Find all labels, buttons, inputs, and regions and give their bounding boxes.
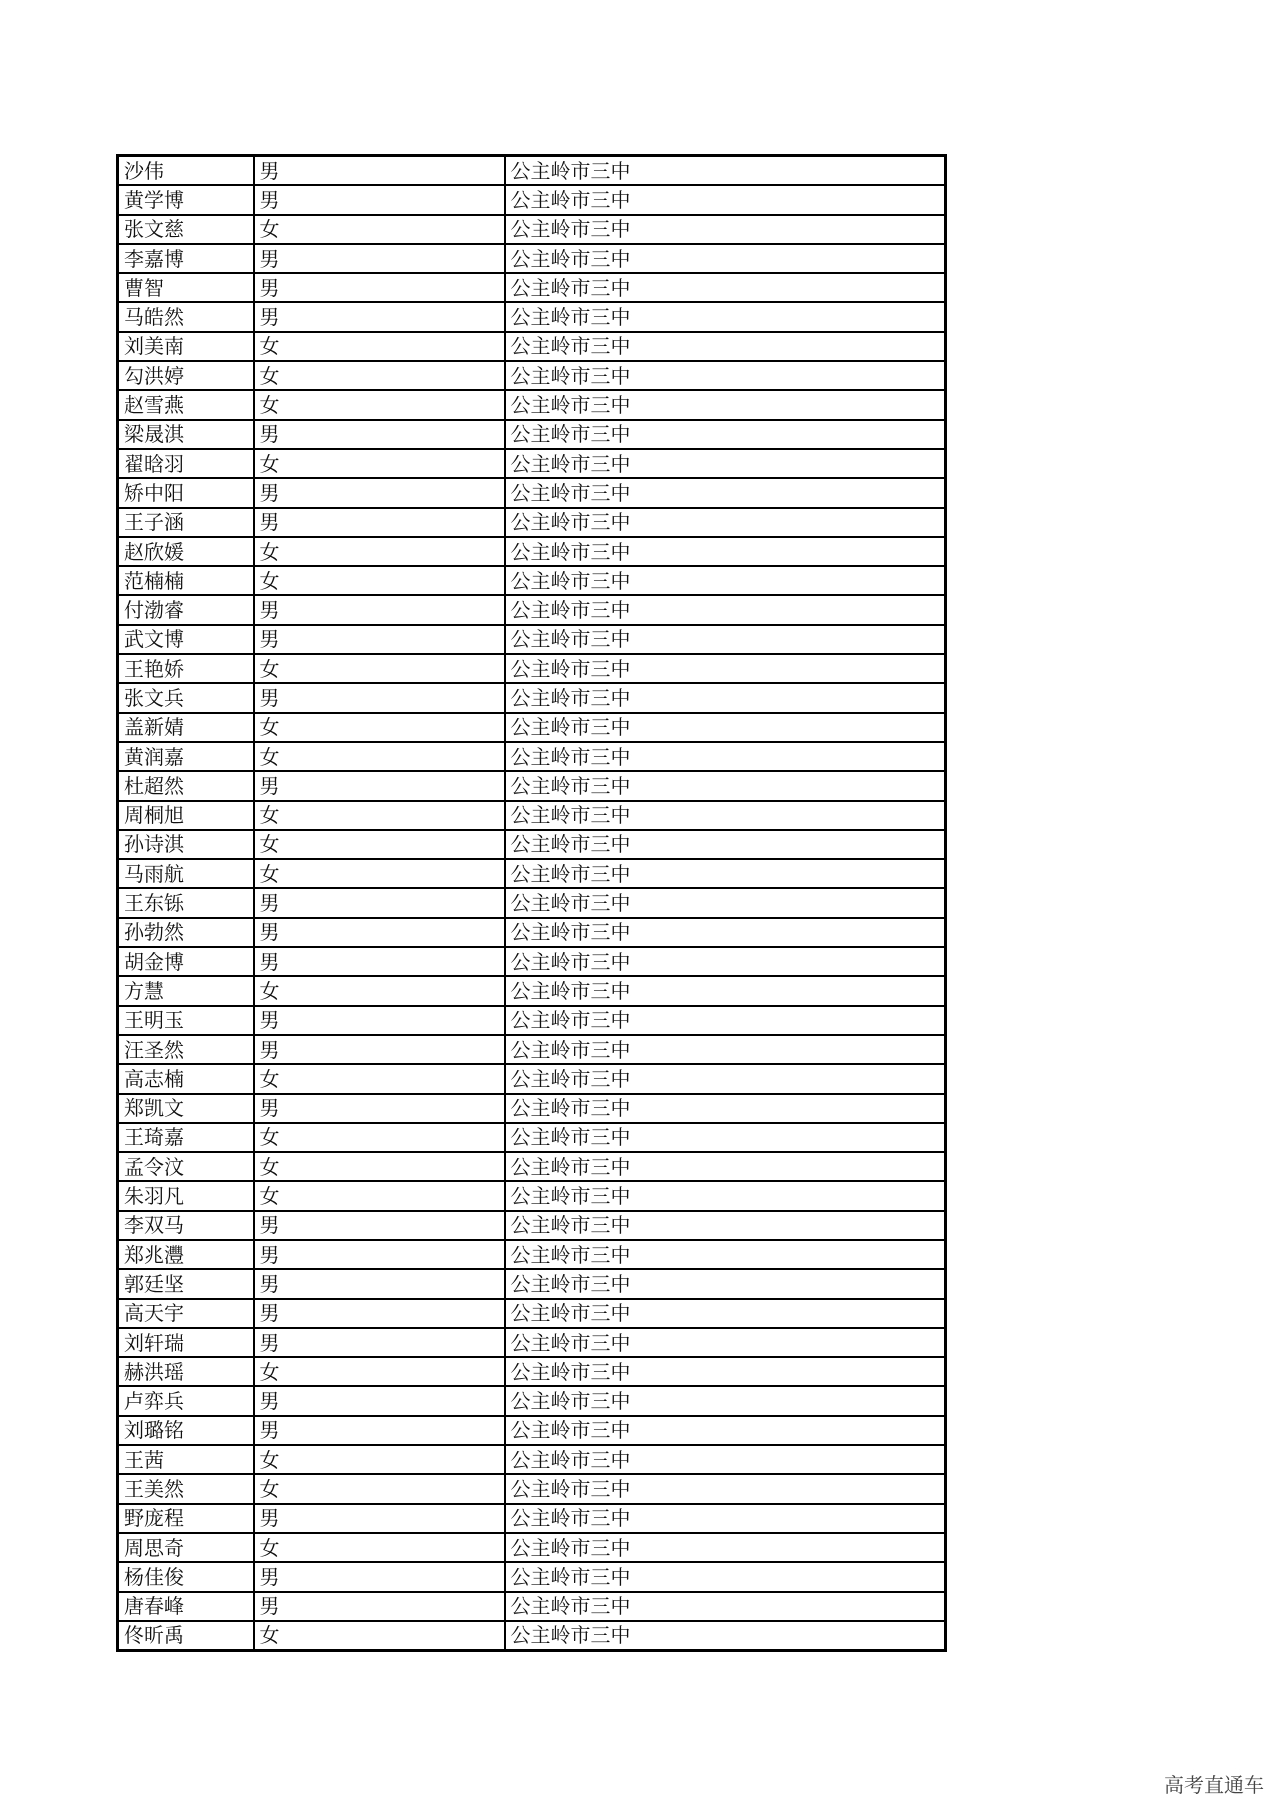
name-cell: 高志楠 — [118, 1064, 254, 1093]
table-row — [118, 1621, 946, 1651]
name-cell: 王东铄 — [118, 888, 254, 917]
school-cell: 公主岭市三中 — [505, 1006, 946, 1035]
table-row — [118, 1386, 946, 1415]
gender-cell: 男 — [254, 508, 505, 537]
school-cell: 公主岭市三中 — [505, 1299, 946, 1328]
school-cell: 公主岭市三中 — [505, 1562, 946, 1591]
name-cell: 曹智 — [118, 273, 254, 302]
name-cell: 刘美南 — [118, 332, 254, 361]
name-cell: 孟令汶 — [118, 1152, 254, 1181]
school-cell: 公主岭市三中 — [505, 1181, 946, 1210]
school-cell: 公主岭市三中 — [505, 976, 946, 1005]
name-cell: 朱羽凡 — [118, 1181, 254, 1210]
table-row — [118, 1299, 946, 1328]
name-cell: 张文兵 — [118, 683, 254, 712]
gender-cell: 男 — [254, 1386, 505, 1415]
school-cell: 公主岭市三中 — [505, 1240, 946, 1269]
school-cell: 公主岭市三中 — [505, 625, 946, 654]
school-cell: 公主岭市三中 — [505, 742, 946, 771]
school-cell: 公主岭市三中 — [505, 449, 946, 478]
name-cell: 赵雪燕 — [118, 390, 254, 419]
school-cell: 公主岭市三中 — [505, 566, 946, 595]
table-row — [118, 595, 946, 624]
school-cell: 公主岭市三中 — [505, 1357, 946, 1386]
school-cell: 公主岭市三中 — [505, 947, 946, 976]
name-cell: 杜超然 — [118, 771, 254, 800]
table-row — [118, 1181, 946, 1210]
table-row — [118, 302, 946, 331]
gender-cell: 男 — [254, 1211, 505, 1240]
school-cell: 公主岭市三中 — [505, 595, 946, 624]
table-row — [118, 390, 946, 419]
gender-cell: 女 — [254, 713, 505, 742]
gender-cell: 男 — [254, 1006, 505, 1035]
gender-cell: 男 — [254, 1240, 505, 1269]
school-cell: 公主岭市三中 — [505, 713, 946, 742]
gender-cell: 男 — [254, 1592, 505, 1621]
table-row — [118, 449, 946, 478]
table-row — [118, 1094, 946, 1123]
name-cell: 沙伟 — [118, 156, 254, 186]
table-row — [118, 215, 946, 244]
table-row — [118, 478, 946, 507]
school-cell: 公主岭市三中 — [505, 1416, 946, 1445]
name-cell: 勾洪婷 — [118, 361, 254, 390]
table-row — [118, 888, 946, 917]
table-row — [118, 1562, 946, 1591]
school-cell: 公主岭市三中 — [505, 771, 946, 800]
name-cell: 黄学博 — [118, 185, 254, 214]
name-cell: 杨佳俊 — [118, 1562, 254, 1591]
roster-body — [118, 156, 946, 1651]
gender-cell: 女 — [254, 801, 505, 830]
gender-cell: 男 — [254, 1416, 505, 1445]
gender-cell: 女 — [254, 1152, 505, 1181]
gender-cell: 男 — [254, 683, 505, 712]
school-cell: 公主岭市三中 — [505, 478, 946, 507]
gender-cell: 男 — [254, 156, 505, 186]
name-cell: 王茜 — [118, 1445, 254, 1474]
table-row — [118, 332, 946, 361]
gender-cell: 女 — [254, 1445, 505, 1474]
table-row — [118, 1269, 946, 1298]
gender-cell: 女 — [254, 1621, 505, 1651]
gender-cell: 男 — [254, 420, 505, 449]
gender-cell: 男 — [254, 947, 505, 976]
table-row — [118, 537, 946, 566]
name-cell: 马皓然 — [118, 302, 254, 331]
name-cell: 野庞程 — [118, 1504, 254, 1533]
gender-cell: 女 — [254, 361, 505, 390]
school-cell: 公主岭市三中 — [505, 215, 946, 244]
school-cell: 公主岭市三中 — [505, 1621, 946, 1651]
school-cell: 公主岭市三中 — [505, 1533, 946, 1562]
name-cell: 郑兆灃 — [118, 1240, 254, 1269]
name-cell: 武文博 — [118, 625, 254, 654]
table-row — [118, 742, 946, 771]
table-row — [118, 801, 946, 830]
school-cell: 公主岭市三中 — [505, 1592, 946, 1621]
table-row — [118, 420, 946, 449]
school-cell: 公主岭市三中 — [505, 683, 946, 712]
school-cell: 公主岭市三中 — [505, 801, 946, 830]
gender-cell: 女 — [254, 332, 505, 361]
table-row — [118, 976, 946, 1005]
name-cell: 周桐旭 — [118, 801, 254, 830]
school-cell: 公主岭市三中 — [505, 508, 946, 537]
gender-cell: 男 — [254, 1562, 505, 1591]
gender-cell: 女 — [254, 830, 505, 859]
gender-cell: 男 — [254, 1035, 505, 1064]
name-cell: 范楠楠 — [118, 566, 254, 595]
gender-cell: 男 — [254, 1504, 505, 1533]
school-cell: 公主岭市三中 — [505, 1504, 946, 1533]
gender-cell: 女 — [254, 390, 505, 419]
gender-cell: 男 — [254, 1269, 505, 1298]
table-row — [118, 1533, 946, 1562]
table-row — [118, 830, 946, 859]
name-cell: 郭廷坚 — [118, 1269, 254, 1298]
watermark: 高考直通车 — [1164, 1773, 1264, 1797]
table-row — [118, 1445, 946, 1474]
school-cell: 公主岭市三中 — [505, 1211, 946, 1240]
school-cell: 公主岭市三中 — [505, 1035, 946, 1064]
name-cell: 唐春峰 — [118, 1592, 254, 1621]
table-row — [118, 713, 946, 742]
school-cell: 公主岭市三中 — [505, 420, 946, 449]
gender-cell: 女 — [254, 1357, 505, 1386]
gender-cell: 男 — [254, 478, 505, 507]
name-cell: 张文慈 — [118, 215, 254, 244]
name-cell: 马雨航 — [118, 859, 254, 888]
school-cell: 公主岭市三中 — [505, 332, 946, 361]
name-cell: 汪圣然 — [118, 1035, 254, 1064]
school-cell: 公主岭市三中 — [505, 1474, 946, 1503]
gender-cell: 女 — [254, 976, 505, 1005]
school-cell: 公主岭市三中 — [505, 1269, 946, 1298]
name-cell: 赫洪瑶 — [118, 1357, 254, 1386]
table-row — [118, 1006, 946, 1035]
table-row — [118, 1240, 946, 1269]
name-cell: 刘璐铭 — [118, 1416, 254, 1445]
table-row — [118, 859, 946, 888]
name-cell: 卢弈兵 — [118, 1386, 254, 1415]
table-row — [118, 1416, 946, 1445]
school-cell: 公主岭市三中 — [505, 537, 946, 566]
name-cell: 梁晟淇 — [118, 420, 254, 449]
school-cell: 公主岭市三中 — [505, 888, 946, 917]
gender-cell: 女 — [254, 742, 505, 771]
school-cell: 公主岭市三中 — [505, 302, 946, 331]
gender-cell: 女 — [254, 1533, 505, 1562]
table-row — [118, 683, 946, 712]
name-cell: 周思奇 — [118, 1533, 254, 1562]
name-cell: 王美然 — [118, 1474, 254, 1503]
name-cell: 王明玉 — [118, 1006, 254, 1035]
table-row — [118, 1211, 946, 1240]
gender-cell: 男 — [254, 185, 505, 214]
gender-cell: 女 — [254, 449, 505, 478]
school-cell: 公主岭市三中 — [505, 1445, 946, 1474]
gender-cell: 男 — [254, 771, 505, 800]
table-row — [118, 1328, 946, 1357]
table-row — [118, 156, 946, 186]
gender-cell: 男 — [254, 1094, 505, 1123]
table-row — [118, 1035, 946, 1064]
student-roster-table — [116, 154, 947, 1652]
name-cell: 郑凯文 — [118, 1094, 254, 1123]
table-row — [118, 625, 946, 654]
gender-cell: 男 — [254, 244, 505, 273]
table-row — [118, 273, 946, 302]
name-cell: 王艳娇 — [118, 654, 254, 683]
gender-cell: 女 — [254, 1123, 505, 1152]
school-cell: 公主岭市三中 — [505, 361, 946, 390]
gender-cell: 男 — [254, 625, 505, 654]
gender-cell: 男 — [254, 888, 505, 917]
table-row — [118, 1357, 946, 1386]
school-cell: 公主岭市三中 — [505, 244, 946, 273]
name-cell: 矫中阳 — [118, 478, 254, 507]
school-cell: 公主岭市三中 — [505, 156, 946, 186]
school-cell: 公主岭市三中 — [505, 1123, 946, 1152]
school-cell: 公主岭市三中 — [505, 859, 946, 888]
gender-cell: 男 — [254, 1328, 505, 1357]
table-row — [118, 1123, 946, 1152]
gender-cell: 女 — [254, 859, 505, 888]
name-cell: 王琦嘉 — [118, 1123, 254, 1152]
name-cell: 盖新婧 — [118, 713, 254, 742]
gender-cell: 女 — [254, 1064, 505, 1093]
table-row — [118, 185, 946, 214]
gender-cell: 男 — [254, 918, 505, 947]
name-cell: 李嘉博 — [118, 244, 254, 273]
table-row — [118, 508, 946, 537]
table-row — [118, 771, 946, 800]
table-row — [118, 361, 946, 390]
name-cell: 黄润嘉 — [118, 742, 254, 771]
name-cell: 高天宇 — [118, 1299, 254, 1328]
school-cell: 公主岭市三中 — [505, 1064, 946, 1093]
gender-cell: 男 — [254, 273, 505, 302]
name-cell: 刘轩瑞 — [118, 1328, 254, 1357]
name-cell: 胡金博 — [118, 947, 254, 976]
gender-cell: 男 — [254, 1299, 505, 1328]
table-row — [118, 918, 946, 947]
gender-cell: 男 — [254, 595, 505, 624]
school-cell: 公主岭市三中 — [505, 273, 946, 302]
name-cell: 王子涵 — [118, 508, 254, 537]
table-row — [118, 1592, 946, 1621]
gender-cell: 女 — [254, 1181, 505, 1210]
name-cell: 孙诗淇 — [118, 830, 254, 859]
school-cell: 公主岭市三中 — [505, 390, 946, 419]
school-cell: 公主岭市三中 — [505, 654, 946, 683]
name-cell: 李双马 — [118, 1211, 254, 1240]
school-cell: 公主岭市三中 — [505, 1152, 946, 1181]
school-cell: 公主岭市三中 — [505, 1328, 946, 1357]
school-cell: 公主岭市三中 — [505, 830, 946, 859]
table-row — [118, 1504, 946, 1533]
gender-cell: 女 — [254, 215, 505, 244]
table-row — [118, 654, 946, 683]
gender-cell: 女 — [254, 566, 505, 595]
school-cell: 公主岭市三中 — [505, 1094, 946, 1123]
table-row — [118, 1152, 946, 1181]
gender-cell: 男 — [254, 302, 505, 331]
name-cell: 赵欣媛 — [118, 537, 254, 566]
table-row — [118, 244, 946, 273]
table-row — [118, 1474, 946, 1503]
name-cell: 孙勃然 — [118, 918, 254, 947]
name-cell: 方慧 — [118, 976, 254, 1005]
school-cell: 公主岭市三中 — [505, 185, 946, 214]
gender-cell: 女 — [254, 654, 505, 683]
gender-cell: 女 — [254, 1474, 505, 1503]
table-row — [118, 566, 946, 595]
table-row — [118, 1064, 946, 1093]
name-cell: 佟昕禹 — [118, 1621, 254, 1651]
school-cell: 公主岭市三中 — [505, 1386, 946, 1415]
name-cell: 付渤睿 — [118, 595, 254, 624]
table-row — [118, 947, 946, 976]
name-cell: 翟晗羽 — [118, 449, 254, 478]
gender-cell: 女 — [254, 537, 505, 566]
school-cell: 公主岭市三中 — [505, 918, 946, 947]
